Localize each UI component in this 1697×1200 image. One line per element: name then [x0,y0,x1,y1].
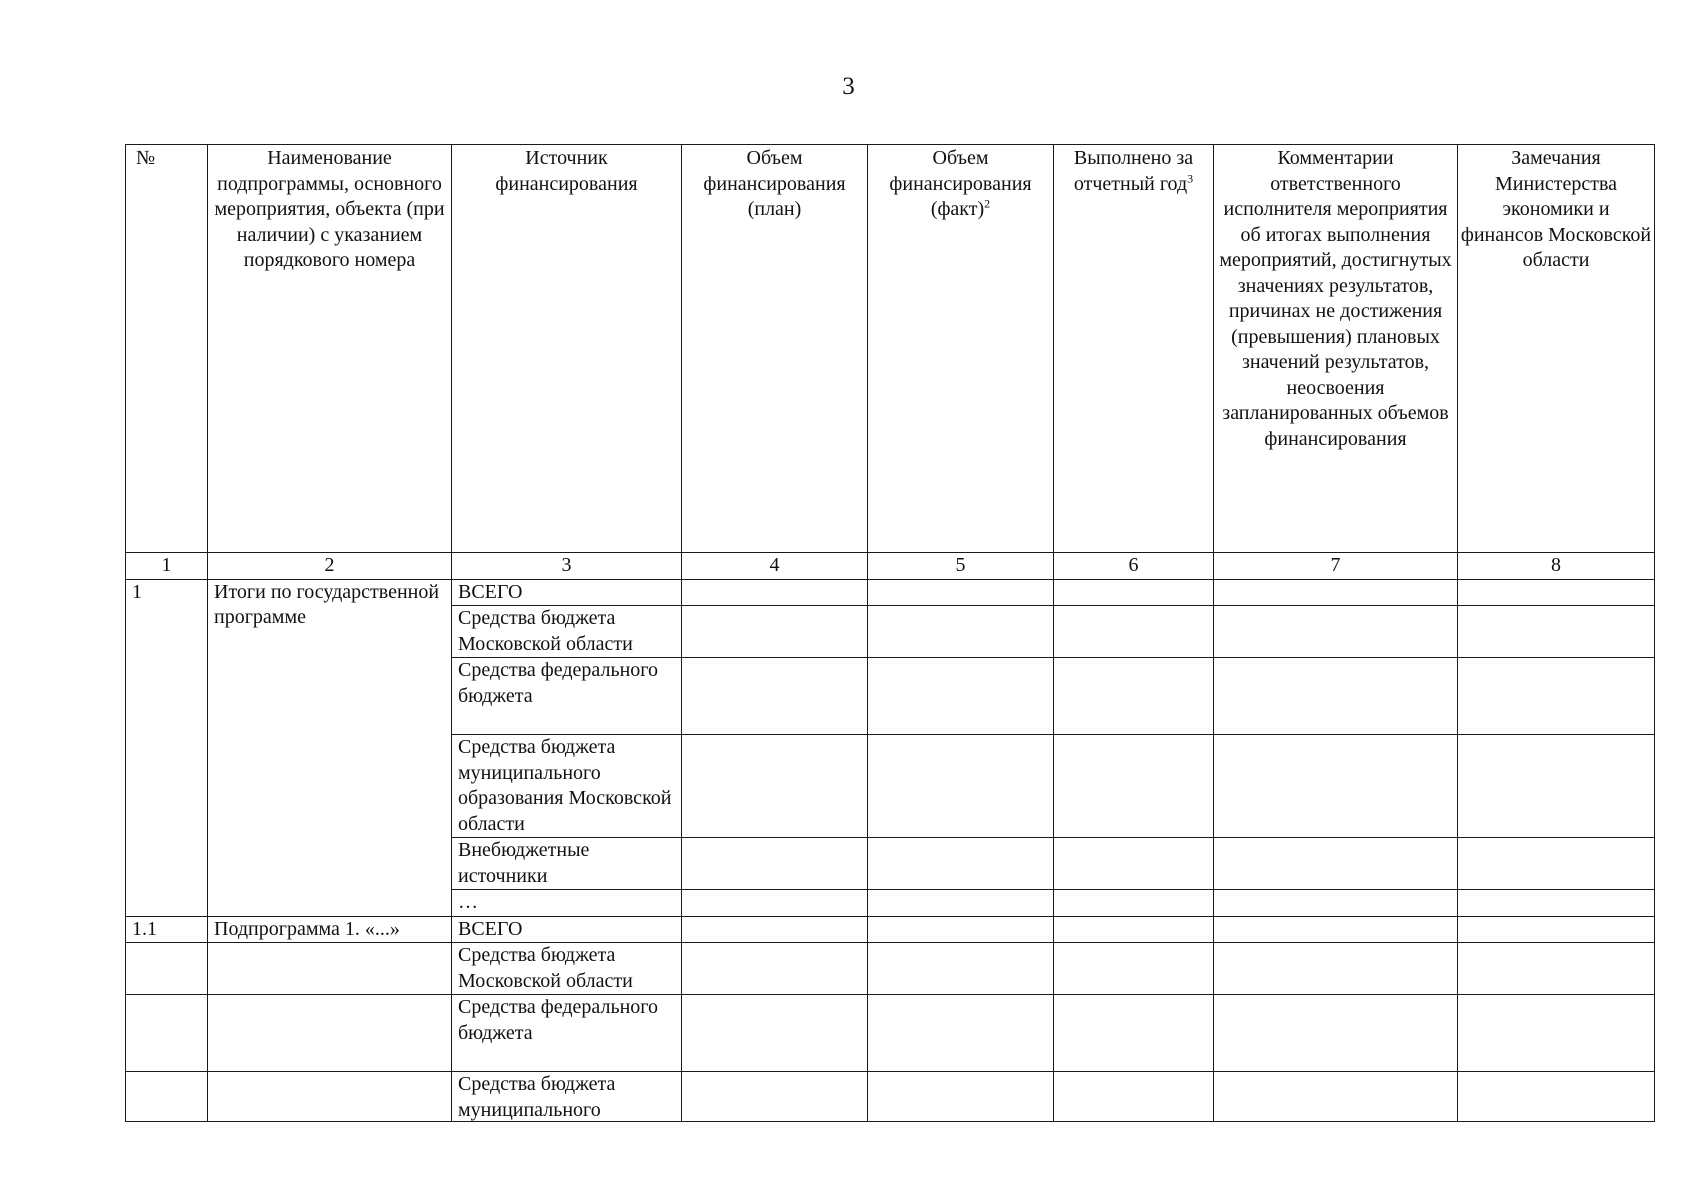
funding-source: Средства федерального бюджета [452,995,682,1072]
completed-cell [1054,890,1214,917]
plan-cell [682,838,868,890]
page-number: 3 [842,73,855,100]
plan-cell [682,606,868,658]
fact-cell [868,658,1054,735]
remark-cell [1458,579,1655,606]
funding-source: ВСЕГО [452,916,682,943]
header-executor-comments: Комментарии ответственного исполнителя мероприятия об итогах выполнения мероприятий, достигнутых значениях результатов, причинах не достижения (превышения) плановых значений результатов, неосвоения запланированных объемов финансирования [1214,145,1458,553]
funding-source: Внебюджетные источники [452,838,682,890]
fact-cell [868,890,1054,917]
column-numbers-row [126,553,1655,580]
fact-cell [868,606,1054,658]
column-number: 5 [868,553,1054,580]
funding-source: Средства бюджета Московской области [452,606,682,658]
column-number: 8 [1458,553,1655,580]
financing-report-table [125,144,1655,1122]
remark-cell [1458,658,1655,735]
remark-cell [1458,916,1655,943]
column-number: 2 [208,553,452,580]
plan-cell [682,658,868,735]
header-row [126,145,1655,553]
fact-cell [868,995,1054,1072]
column-number: 1 [126,553,208,580]
completed-cell [1054,579,1214,606]
funding-source: … [452,890,682,917]
comment-cell [1214,606,1458,658]
program-name: Подпрограмма 1. «...» [208,916,452,943]
plan-cell [682,735,868,838]
header-completed [1054,145,1214,553]
header-funding-fact [868,145,1054,553]
funding-source-cell [452,1072,682,1122]
fact-cell [868,943,1054,995]
comment-cell [1214,579,1458,606]
completed-cell [1054,735,1214,838]
completed-cell [1054,658,1214,735]
remark-cell [1458,995,1655,1072]
remark-cell [1458,1072,1655,1122]
remark-cell [1458,606,1655,658]
completed-cell [1054,916,1214,943]
header-ministry-remarks: Замечания Министерства экономики и финансов Московской области [1458,145,1655,553]
comment-cell [1214,838,1458,890]
table-row [126,916,1655,943]
footnote-2: 2 [984,196,991,211]
number-cell [126,1072,208,1122]
plan-cell [682,579,868,606]
comment-cell [1214,943,1458,995]
header-funding-plan: Объем финансирования (план) [682,145,868,553]
plan-cell [682,1072,868,1122]
funding-source: Средства федерального бюджета [452,658,682,735]
table-row [126,1072,1655,1122]
fact-cell [868,735,1054,838]
plan-cell [682,916,868,943]
table-row [126,943,1655,995]
header-funding-source: Источник финансирования [452,145,682,553]
funding-source: Средства бюджета Московской области [452,943,682,995]
fact-cell [868,1072,1054,1122]
comment-cell [1214,735,1458,838]
plan-cell [682,995,868,1072]
fact-cell [868,579,1054,606]
name-cell [208,1072,452,1122]
name-cell [208,943,452,995]
completed-cell [1054,943,1214,995]
comment-cell [1214,1072,1458,1122]
number-cell [126,995,208,1072]
completed-cell [1054,1072,1214,1122]
comment-cell [1214,916,1458,943]
plan-cell [682,943,868,995]
remark-cell [1458,943,1655,995]
number-cell [126,943,208,995]
column-number: 4 [682,553,868,580]
remark-cell [1458,890,1655,917]
funding-source: Средства бюджета муниципального [458,1073,616,1121]
column-number: 3 [452,553,682,580]
completed-cell [1054,838,1214,890]
header-funding-fact-text: Объем финансирования (факт) [889,147,1032,220]
plan-cell [682,890,868,917]
row-number: 1 [126,579,208,916]
fact-cell [868,916,1054,943]
header-completed-text: Выполнено за отчетный год [1073,147,1194,195]
comment-cell [1214,995,1458,1072]
table-row [126,995,1655,1072]
program-name: Итоги по государственной программе [208,579,452,916]
remark-cell [1458,838,1655,890]
funding-source: Средства бюджета муниципального образования Московской области [452,735,682,838]
row-number: 1.1 [126,916,208,943]
comment-cell [1214,658,1458,735]
name-cell [208,995,452,1072]
comment-cell [1214,890,1458,917]
header-number: № [126,145,208,553]
funding-source: ВСЕГО [452,579,682,606]
completed-cell [1054,606,1214,658]
column-number: 6 [1054,553,1214,580]
header-program-name: Наименование подпрограммы, основного мероприятия, объекта (при наличии) с указанием порядкового номера [208,145,452,553]
table-row [126,579,1655,606]
remark-cell [1458,735,1655,838]
column-number: 7 [1214,553,1458,580]
completed-cell [1054,995,1214,1072]
footnote-3: 3 [1187,170,1194,185]
fact-cell [868,838,1054,890]
